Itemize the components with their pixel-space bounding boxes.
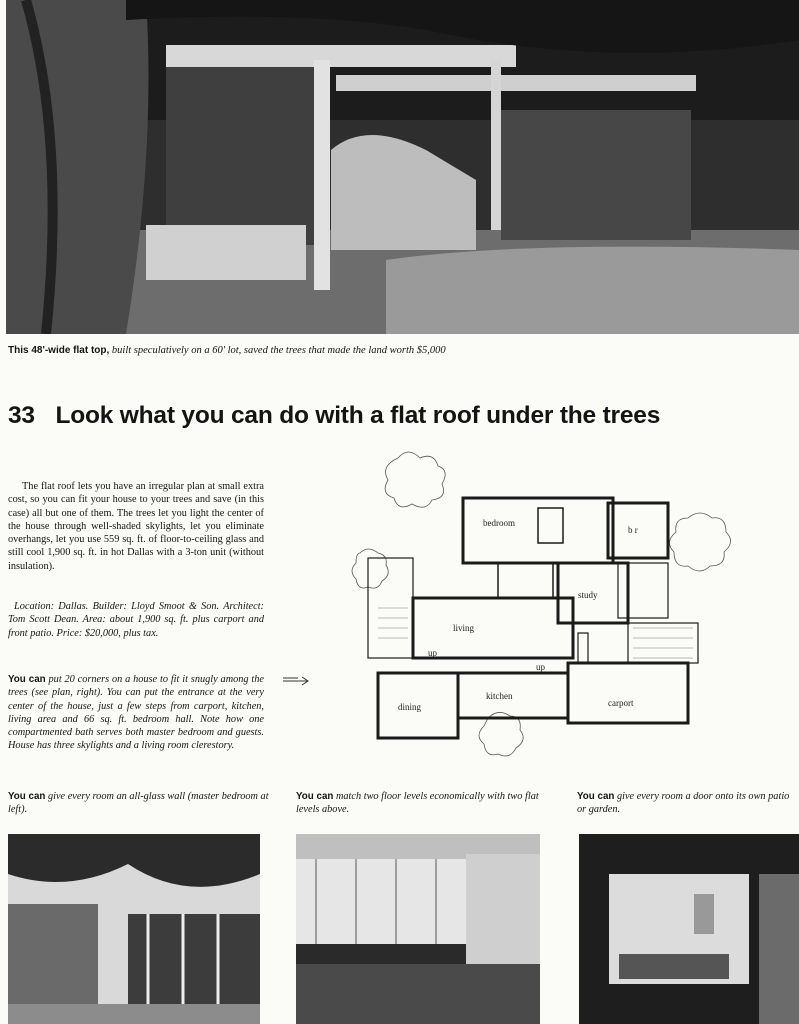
article-heading [8,402,793,430]
plan-label-living: living [453,623,475,633]
caption-3-lead: You can [577,791,615,802]
tree-sketch [669,513,730,571]
tree-sketch [385,452,445,507]
caption-2 [296,790,546,816]
plan-label-dining: dining [398,702,422,712]
article-number: 33 [8,402,35,429]
bedroom-glass-wall-photo [8,834,260,1024]
caption-2-lead: You can [296,791,334,802]
article-title: Look what you can do with a flat roof under the trees [55,402,661,429]
you-can-lead: You can [8,674,46,685]
caption-3 [577,790,792,816]
caption-1-lead: You can [8,791,46,802]
caption-1-text: give every room an all-glass wall (master bedroom at left). [8,791,269,815]
plan-label-bedroom: bedroom [483,518,515,528]
plan-label-br: b r [628,525,638,535]
plan-label-kitchen: kitchen [486,691,513,701]
body-paragraph-3-text: put 20 corners on a house to fit it snugly among the trees (see plan, right). You can put the entrance at the very center of the house, just a few steps from carport, kitchen, living area and 66 sq. ft. bedroom hall. Note how one compartmented bath serves both master bedroom and guests. House has three skylights and a living room clerestory. [8,674,264,752]
caption-1 [8,790,270,816]
plan-label-study: study [578,590,598,600]
floor-plan [268,448,768,778]
tree-sketch [352,549,388,588]
caption-2-text: match two floor levels economically with two flat levels above. [296,791,539,815]
body-paragraph-1: The flat roof lets you have an irregular plan at small extra cost, so you can fit your house to your trees and save (in this case) all but one of them. The trees let you light the center of the house through well-shaded skylights, let you eliminate overhangs, let you use 559 sq. ft. of floor-to-ceiling glass and still cool 1,900 sq. ft. in hot Dallas with a 3-ton unit (without insulation). [8,481,264,572]
hero-caption-text: built speculatively on a 60' lot, saved the trees that made the land worth $5,000 [111,345,446,356]
plan-label-carport: carport [608,698,634,708]
dining-levels-photo [296,834,540,1024]
hero-caption [8,345,446,356]
plan-label-up-2: up [536,662,545,672]
hero-caption-lead: This 48'-wide flat top, [8,345,110,356]
body-paragraph-3 [8,673,264,753]
project-details: Location: Dallas. Builder: Lloyd Smoot & Son. Architect: Tom Scott Dean. Area: about 1,900 sq. ft. plus carport and front patio. Price: $20,000, plus tax. [8,601,264,639]
caption-3-text: give every room a door onto its own patio or garden. [577,791,790,815]
hero-photo [6,0,799,334]
entrance-arrow-icon [283,677,308,685]
plan-label-up-1: up [428,648,437,658]
patio-door-photo [579,834,799,1024]
